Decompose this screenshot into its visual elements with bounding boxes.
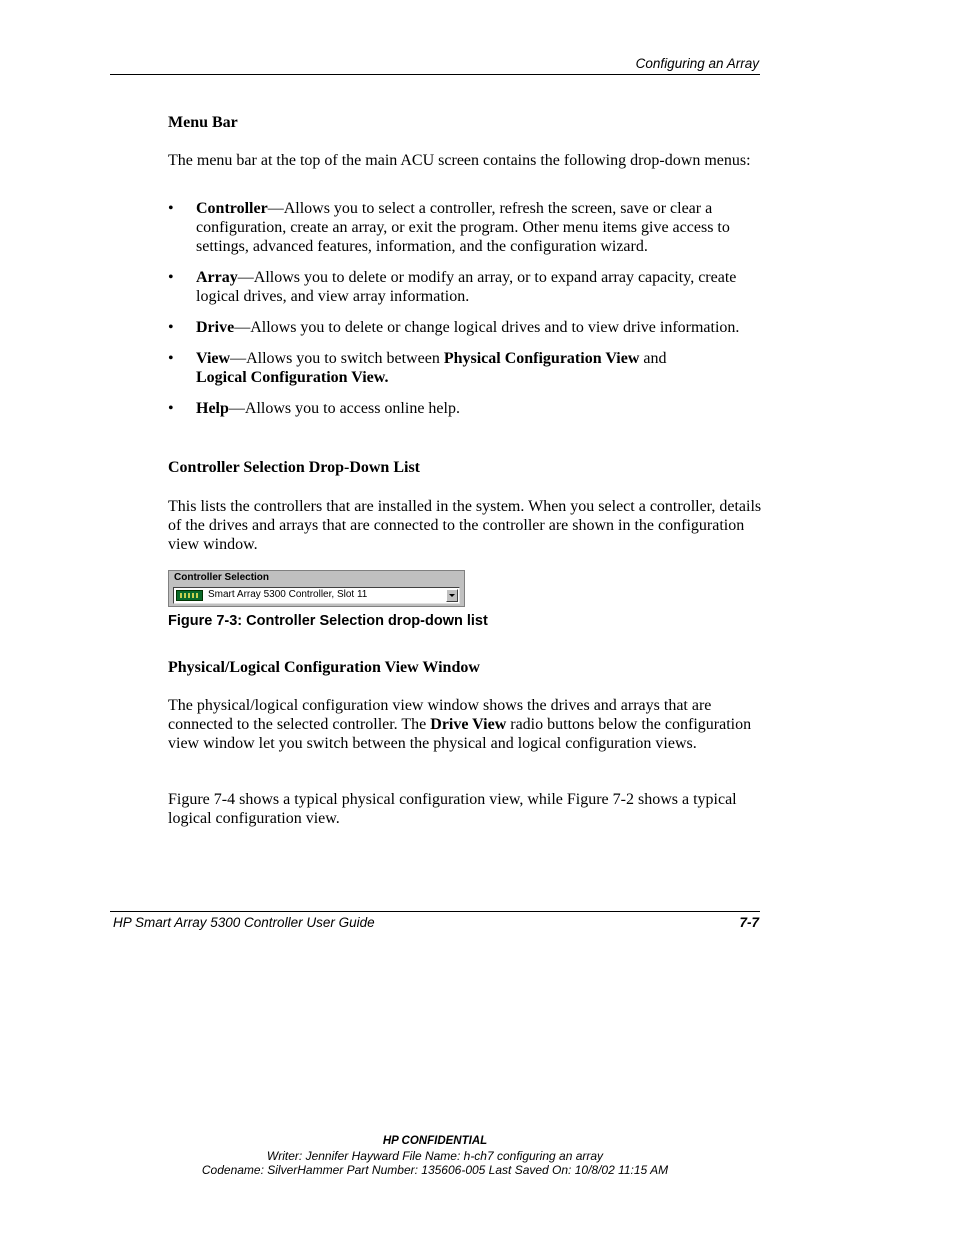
list-item [168, 268, 768, 306]
panel-title: Controller Selection [174, 572, 270, 583]
menu-term: Controller [196, 200, 268, 217]
controller-select[interactable] [173, 587, 460, 604]
selected-controller: Smart Array 5300 Controller, Slot 11 [208, 589, 368, 600]
controller-selection-para: This lists the controllers that are installed in the system. When you select a controller, details of the drives and arrays that are connected to the controller are shown in the configuration view window. [168, 498, 762, 553]
menu-description-bold: Logical Configuration View. [196, 369, 389, 386]
page-number: 7-7 [739, 915, 759, 930]
menu-list [168, 199, 768, 418]
menu-description: —Allows you to switch between [230, 350, 444, 367]
menu-description: —Allows you to delete or modify an array, or to expand array capacity, create logical drives, and view array information. [196, 269, 737, 305]
para-text: radio buttons below the configuration view window let you switch between the physical and logical configuration views. [168, 716, 752, 752]
menu-bar-intro: The menu bar at the top of the main ACU screen contains the following drop-down menus: [168, 152, 751, 169]
controller-card-icon [176, 590, 203, 601]
menu-term: View [196, 350, 231, 367]
menu-description: —Allows you to delete or change logical drives and to view drive information. [234, 319, 740, 336]
bullet-icon: • [168, 269, 174, 286]
heading-config-view: Physical/Logical Configuration View Window [168, 659, 480, 676]
bullet-icon: • [168, 400, 174, 417]
bullet-icon: • [168, 350, 174, 367]
list-item [168, 199, 768, 256]
heading-controller-selection: Controller Selection Drop-Down List [168, 459, 420, 476]
bullet-icon: • [168, 319, 174, 336]
list-item [168, 318, 768, 337]
confidential-label: HP CONFIDENTIAL [382, 1135, 488, 1147]
footer-title: HP Smart Array 5300 Controller User Guide [113, 915, 375, 930]
header-rule [110, 74, 760, 75]
menu-term: Help [196, 400, 229, 417]
para-text: The physical/logical configuration view window shows the drives and arrays that are connected to the selected controller. The [168, 697, 712, 733]
running-header: Configuring an Array [635, 56, 759, 71]
config-view-para-1 [168, 696, 763, 753]
menu-description: —Allows you to access online help. [228, 400, 460, 417]
menu-term: Array [196, 269, 238, 286]
confidential-line-2: Codename: SilverHammer Part Number: 135606-005 Last Saved On: 10/8/02 11:15 AM [201, 1163, 669, 1177]
confidential-line-1: Writer: Jennifer Hayward File Name: h-ch7 configuring an array [266, 1149, 604, 1163]
list-item [168, 349, 768, 387]
para-bold: Drive View [430, 716, 507, 733]
heading-menu-bar: Menu Bar [168, 114, 238, 131]
config-view-para-2: Figure 7-4 shows a typical physical configuration view, while Figure 7-2 shows a typical logical configuration view. [168, 791, 737, 827]
menu-description: —Allows you to select a controller, refresh the screen, save or clear a configuration, create an array, or exit the program. Other menu items give access to settings, advanced features, information, and the configuration wizard. [196, 200, 730, 255]
footer-rule [110, 911, 760, 912]
menu-description: and [639, 350, 667, 367]
dropdown-arrow-button[interactable] [446, 589, 458, 602]
figure-caption: Figure 7-3: Controller Selection drop-down list [168, 613, 488, 629]
menu-description-bold: Physical Configuration View [443, 350, 640, 367]
list-item [168, 399, 768, 418]
menu-term: Drive [196, 319, 235, 336]
controller-selection-panel [168, 570, 465, 607]
bullet-icon: • [168, 200, 174, 217]
